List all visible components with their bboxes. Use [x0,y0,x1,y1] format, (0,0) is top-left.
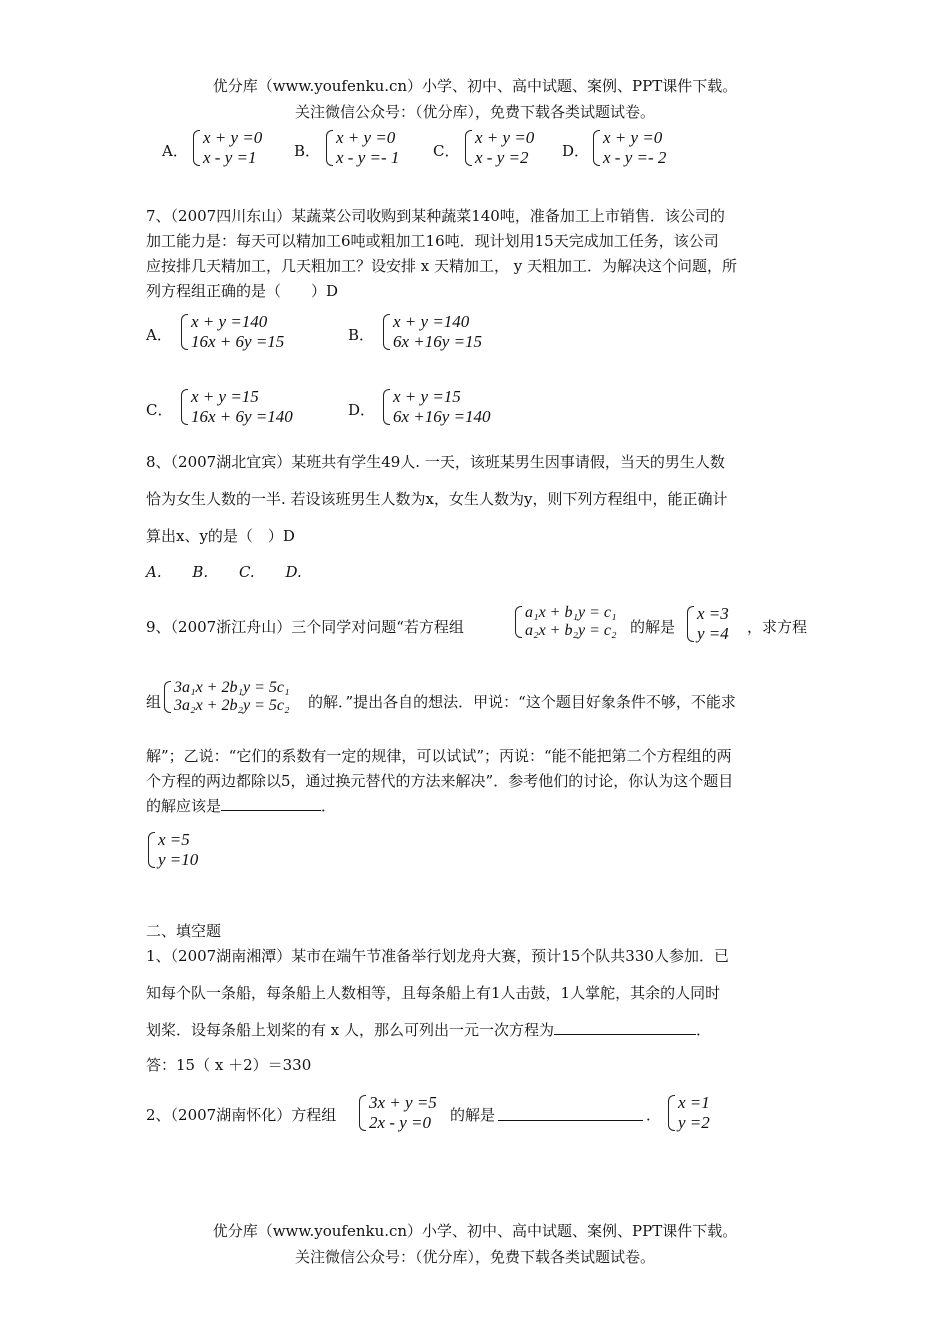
fill-q2-answer-system [668,1093,710,1133]
q9-system-2 [164,679,290,715]
equation: x + y =0 [336,128,396,147]
q7-option-c-label: C． [146,401,173,419]
q7-option-d-system [383,387,491,427]
fill-q1-line-end: ． [696,1021,712,1039]
q9-mid: 的解是 [630,618,676,636]
q9-prefix: 9、（2007浙江舟山）三个同学对问题“若方程组 [146,618,464,636]
equation: y =4 [697,624,729,643]
equation: x =1 [678,1093,710,1112]
q9-suffix: ，求方程 [747,618,808,636]
q8-option-d: D. [285,563,302,581]
q8-line: 恰为女生人数的一半. 若设该班男生人数为x，女生人数为y，则下列方程组中，能正确计 [146,490,728,508]
fill-q1-line: 划桨．设每条船上划桨的有 x 人，那么可列出一元一次方程为 [146,1021,554,1039]
equation: 3x + y =5 [369,1093,437,1112]
q7-line: 7、（2007四川东山）某蔬菜公司收购到某种蔬菜140吨，准备加工上市销售．该公司的 [146,207,725,225]
fill-q2-end: ． [646,1106,662,1124]
q7-option-b-label: B． [348,326,375,344]
q6-option-d-system [593,128,666,168]
q6-option-a-label: A． [162,142,188,160]
equation: x + y =0 [203,128,263,147]
equation: x + y =15 [191,387,259,406]
equation: 16x + 6y =140 [191,407,293,426]
equation: x + y =15 [393,387,461,406]
q7-option-c-system [181,387,293,427]
equation: 3a₁x + 2b₁y = 5c₁ [174,679,290,696]
q6-option-d-label: D． [562,142,590,160]
q6-option-c-system [465,128,534,168]
equation: x + y =0 [603,128,663,147]
equation: 3a₂x + 2b₂y = 5c₂ [174,697,290,714]
q9-system-1 [515,604,617,640]
equation: 16x + 6y =15 [191,332,285,351]
question-8 [146,444,806,555]
q7-line: 列方程组正确的是（ ）D [146,282,339,300]
q9-line: 的解应该是 [146,797,222,815]
fill-q2-answer-blank [498,1106,643,1121]
fill-q1-answer: 答：15（ x ＋2）＝330 [146,1056,312,1074]
q6-option-c-label: C． [433,142,460,160]
fill-q1-line: 知每个队一条船，每条船上人数相等，且每条船上有1人击鼓，1人掌舵，其余的人同时 [146,984,721,1002]
q9-rest: 的解．”提出各自的想法．甲说：“这个题目好象条件不够，不能求 [308,693,736,711]
equation: 6x +16y =140 [393,407,491,426]
q9-line-end: ． [321,797,337,815]
equation: x - y =2 [475,148,529,167]
q9-solution-system [687,604,729,644]
equation: x - y =- 1 [336,148,400,167]
q7-option-a-system [181,312,284,352]
q7-line: 应按排几天精加工，几天粗加工？设安排 x 天精加工， y 天粗加工．为解决这个问题，所 [146,257,738,275]
q8-line: 8、（2007湖北宜宾）某班共有学生49人. 一天，该班某男生因事请假，当天的男生人数 [146,453,725,471]
q9-line: 解”；乙说：“它们的系数有一定的规律，可以试试”；丙说：“能不能把第二个方程组的两 [146,747,732,765]
question-7 [146,204,806,304]
q9-zu: 组 [146,693,162,711]
q6-option-b-label: B． [294,142,321,160]
equation: 2x - y =0 [369,1113,431,1132]
q6-option-a-system [193,128,262,168]
equation: y =2 [678,1113,710,1132]
footer-line-1: 优分库（www.youfenku.cn）小学、初中、高中试题、案例、PPT课件下载。 [212,1222,738,1240]
section-2-title: 二、填空题 [146,922,222,940]
q8-option-b: B. [192,563,209,581]
equation: x - y =- 2 [603,148,667,167]
equation: a₁x + b₁y = c₁ [525,604,617,621]
q9-answer-blank [221,796,321,811]
q8-options [146,563,302,581]
q7-line: 加工能力是：每天可以精加工6吨或粗加工16吨．现计划用15天完成加工任务，该公司 [146,232,719,250]
footer-line-2: 关注微信公众号：（优分库），免费下载各类试题试卷。 [294,1248,655,1266]
equation: x =3 [697,604,729,623]
q8-option-c: C. [238,563,255,581]
q7-option-b-system [383,312,482,352]
fill-q2-system [359,1093,437,1133]
q7-option-d-label: D． [348,401,376,419]
equation: x + y =0 [475,128,535,147]
fill-q1-line: 1、（2007湖南湘潭）某市在端午节准备举行划龙舟大赛，预计15个队共330人参加．已 [146,947,729,965]
fill-q2-mid: 的解是 [450,1106,496,1124]
q9-line: 个方程的两边都除以5，通过换元替代的方法来解决”．参考他们的讨论，你认为这个题目 [146,772,734,790]
q9-answer-system [148,830,198,870]
equation: y =10 [158,850,199,869]
equation: 6x +16y =15 [393,332,483,351]
equation: x + y =140 [191,312,268,331]
equation: a₂x + b₂y = c₂ [525,622,617,639]
q9-body [146,744,806,819]
equation: x - y =1 [203,148,257,167]
equation: x =5 [158,830,190,849]
header-line-1: 优分库（www.youfenku.cn）小学、初中、高中试题、案例、PPT课件下载。 [212,77,738,95]
header-line-2: 关注微信公众号：（优分库），免费下载各类试题试卷。 [294,103,655,121]
equation: x + y =140 [393,312,470,331]
fill-q1-answer-blank [554,1020,696,1035]
fill-q2-prefix: 2、（2007湖南怀化）方程组 [146,1106,337,1124]
fill-question-1 [146,938,806,1049]
q8-line: 算出x、y的是（ ）D [146,527,295,545]
q8-option-a: A. [146,563,162,581]
q7-option-a-label: A． [146,326,172,344]
q6-option-b-system [326,128,399,168]
